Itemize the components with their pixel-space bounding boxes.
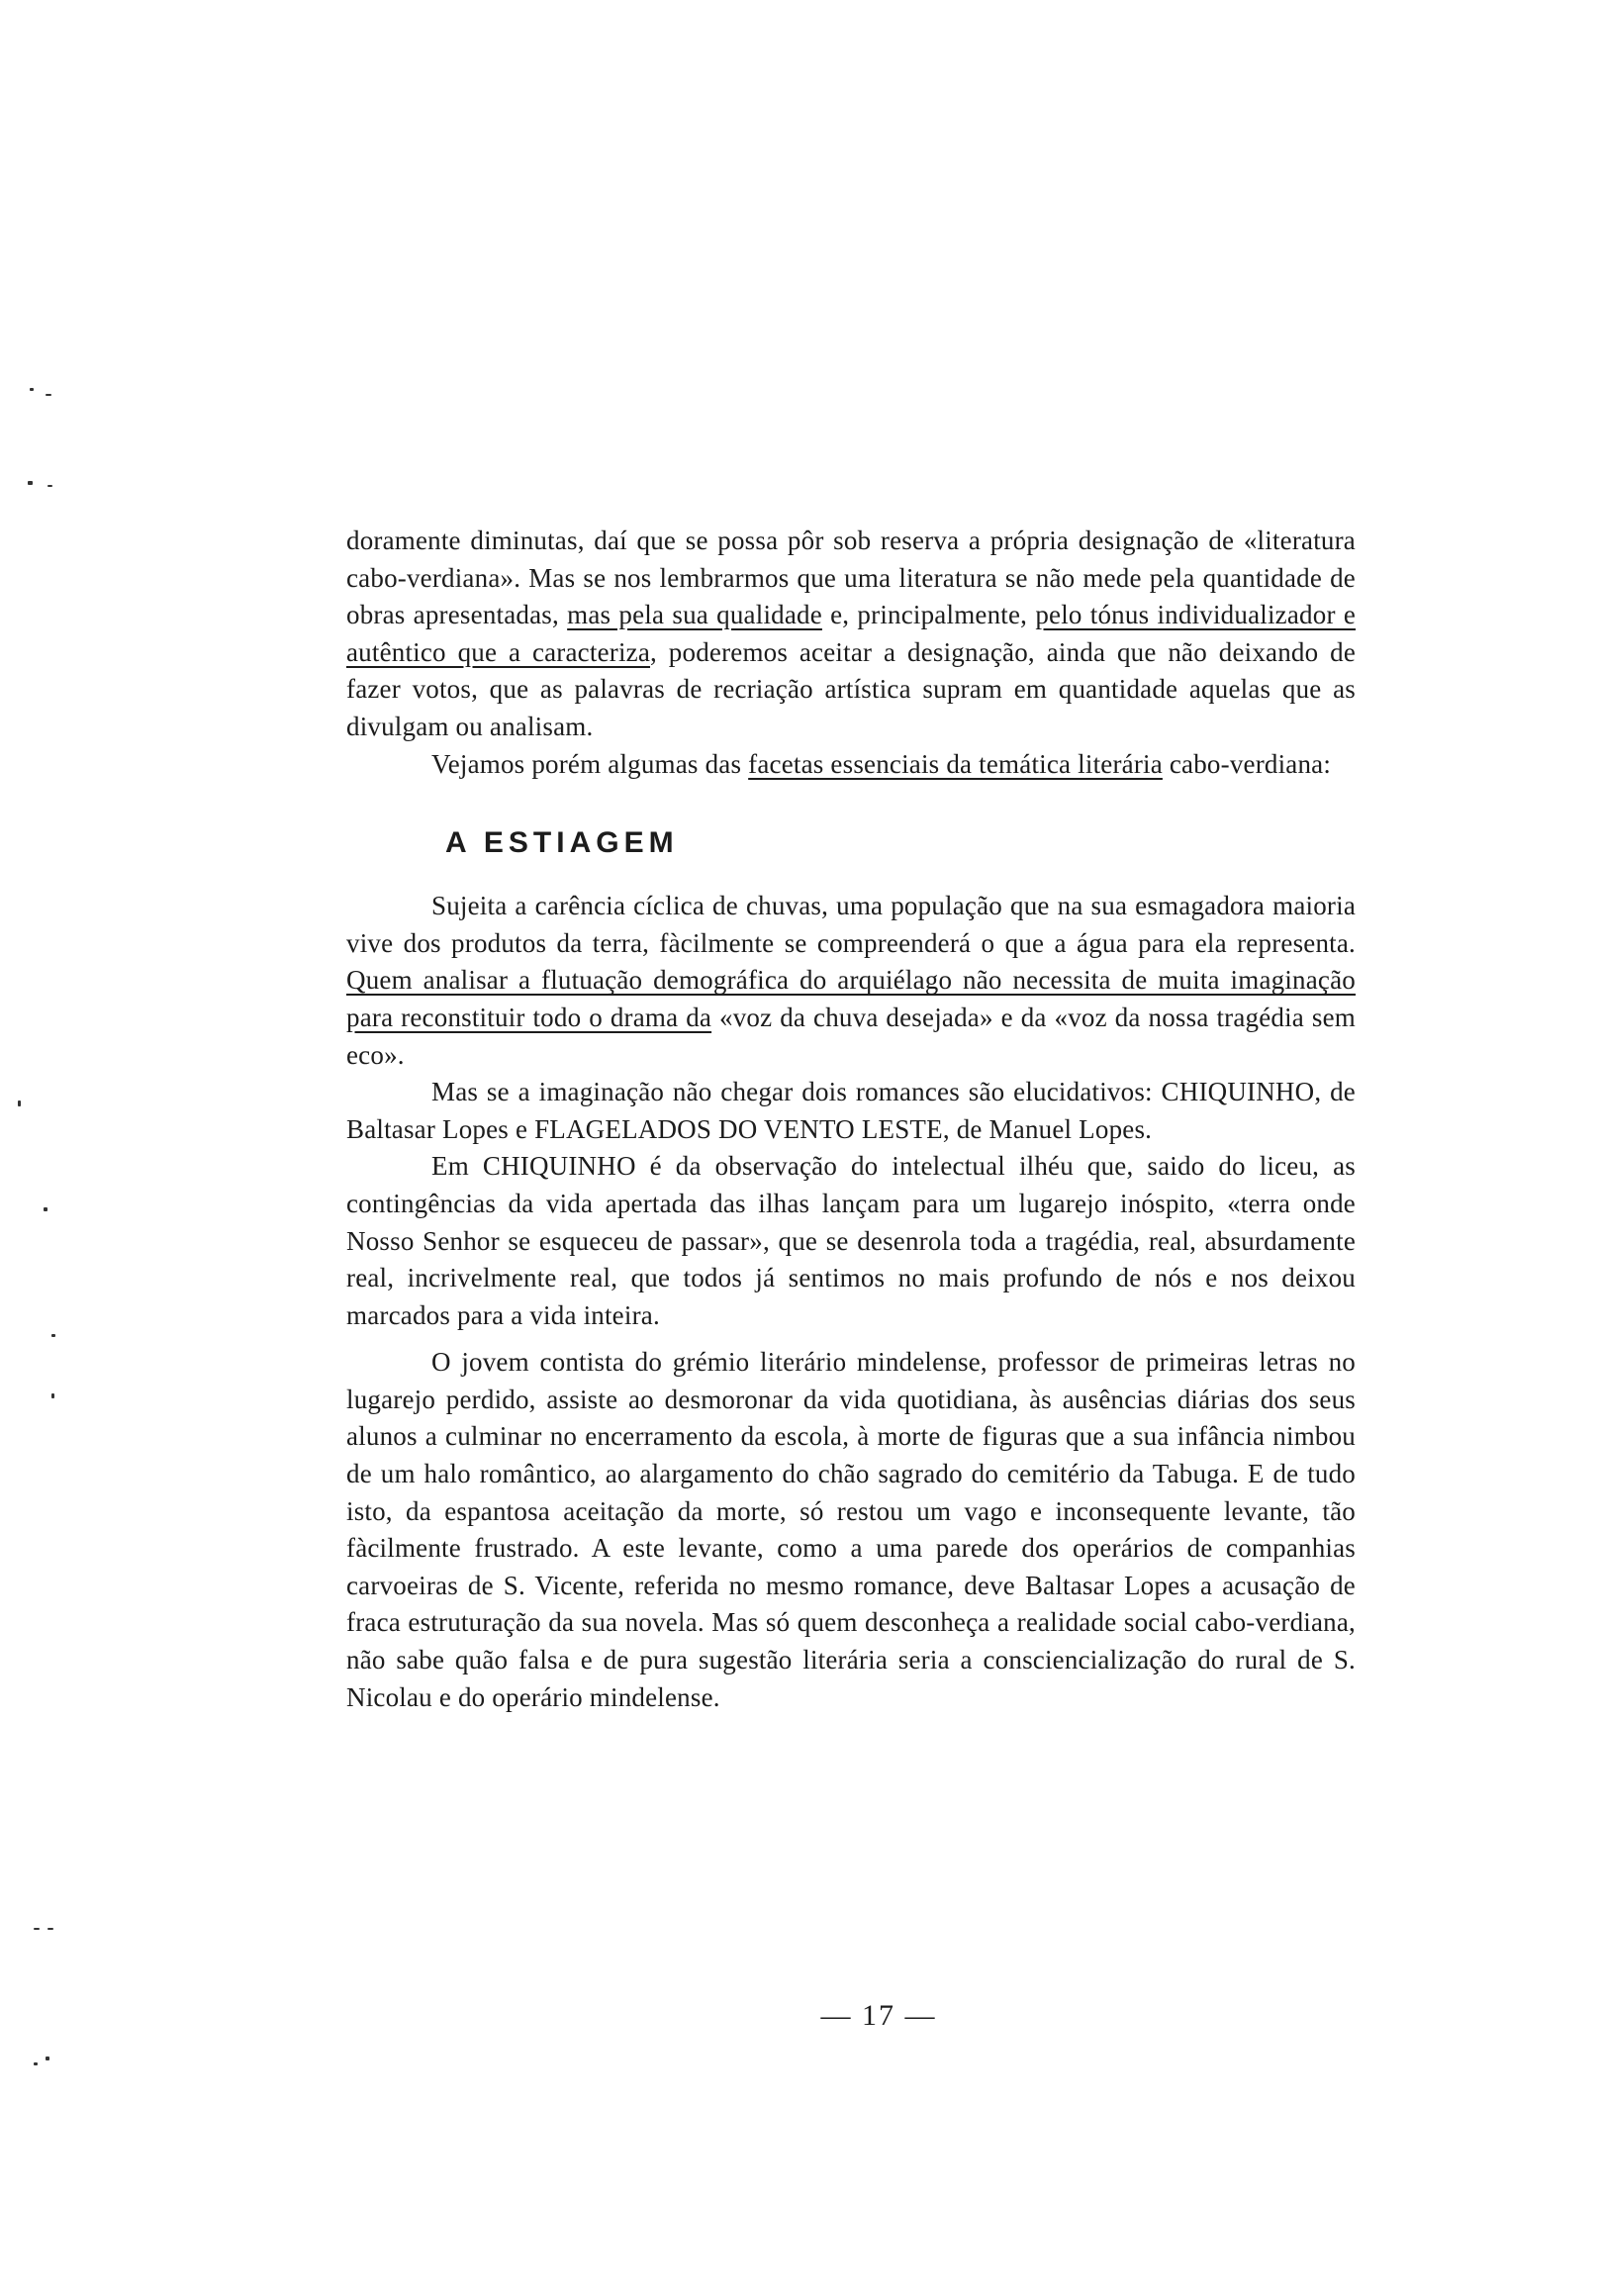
section-heading: A ESTIAGEM (445, 826, 679, 860)
scan-speck (30, 388, 34, 391)
intro-p1-text-c: , poderemos aceitar a designação, ainda que não deixando de fazer votos, que as palavras de recriação artística supram em quantidade aquelas que as divulgam ou analisam. (346, 636, 1357, 741)
scan-speck (28, 481, 33, 485)
scan-speck (46, 2057, 49, 2060)
underlined-phrase-quality: mas pela sua qualidade (567, 600, 822, 630)
intro-p1-text-b: e, principalmente, (821, 600, 1036, 630)
intro-paragraph-1 (346, 523, 1356, 746)
scan-speck (44, 1207, 47, 1211)
section-paragraph-1 (346, 888, 1356, 1074)
section-p1-text-b: «voz da chuva desejada» e da «voz da nossa tragédia sem eco». (346, 1002, 1357, 1070)
page-body (346, 523, 1356, 1716)
scan-speck (46, 394, 51, 396)
scan-speck (18, 1100, 21, 1106)
underlined-phrase-tonus: pelo tónus individualizador e autêntico que a caracteriza (346, 600, 1357, 667)
scan-speck (51, 1393, 54, 1398)
intro-p1-text-a: doramente diminutas, daí que se possa pôr sob reserva a própria designação de «literatura cabo-verdiana». Mas se nos lembrarmos que uma literatura se não mede pela quantidade de obras apresentadas, (346, 526, 1356, 630)
section-p1-text-a: Sujeita a carência cíclica de chuvas, uma população que na sua esmagadora maioria vive dos produtos da terra, fàcilmente se compreenderá o que a água para ela representa. (346, 891, 1356, 958)
underlined-phrase-facetas: facetas essenciais da temática literária (748, 748, 1163, 779)
scan-speck (47, 1928, 53, 1930)
section-paragraph-4: O jovem contista do grémio literário mindelense, professor de primeiras letras no lugarejo perdido, assiste ao desmoronar da vida quotidiana, às ausências diárias dos seus alunos a culminar no encerramento da escola, à morte de figuras que a sua infância nimbou de um halo romântico, ao alargamento do chão sagrado do cemitério da Tabuga. E de tudo isto, da espantosa aceitação da morte, só restou um vago e inconsequente levante, tão fàcilmente frustrado. A este levante, como a uma parede dos operários de companhias carvoeiras de S. Vicente, referida no mesmo romance, deve Baltasar Lopes a acusação de fraca estruturação da sua novela. Mas só quem desconheça a realidade social cabo-verdiana, não sabe quão falsa e de pura sugestão literária seria a consciencialização do rural de S. Nicolau e do operário mindelense. (346, 1347, 1356, 1712)
scan-speck (47, 485, 52, 487)
section-paragraph-2: Mas se a imaginação não chegar dois romances são elucidativos: CHIQUINHO, de Baltasar Lopes e FLAGELADOS DO VENTO LESTE, de Manuel Lopes. (346, 1077, 1356, 1144)
scan-speck (34, 2062, 38, 2065)
intro-paragraph-2 (346, 746, 1356, 784)
intro-p2-text-b: cabo-verdiana: (1162, 748, 1332, 779)
underlined-phrase-demografica: Quem analisar a flutuação demográfica do arquiélago não necessita de muita imaginação para reconstituir todo o drama da (346, 965, 1356, 1032)
scan-speck (51, 1334, 55, 1337)
section-paragraph-3: Em CHIQUINHO é da observação do intelectual ilhéu que, saido do liceu, as contingências da vida apertada das ilhas lançam para um lugarejo inóspito, «terra onde Nosso Senhor se esqueceu de passar», que se desenrola toda a tragédia, real, absurdamente real, incrivelmente real, que todos já sentimos no mais profundo de nós e nos deixou marcados para a vida inteira. (346, 1151, 1356, 1330)
scan-speck (34, 1928, 40, 1930)
intro-p2-text-a: Vejamos porém algumas das (431, 748, 749, 779)
page-number: — 17 — (820, 1999, 937, 2032)
